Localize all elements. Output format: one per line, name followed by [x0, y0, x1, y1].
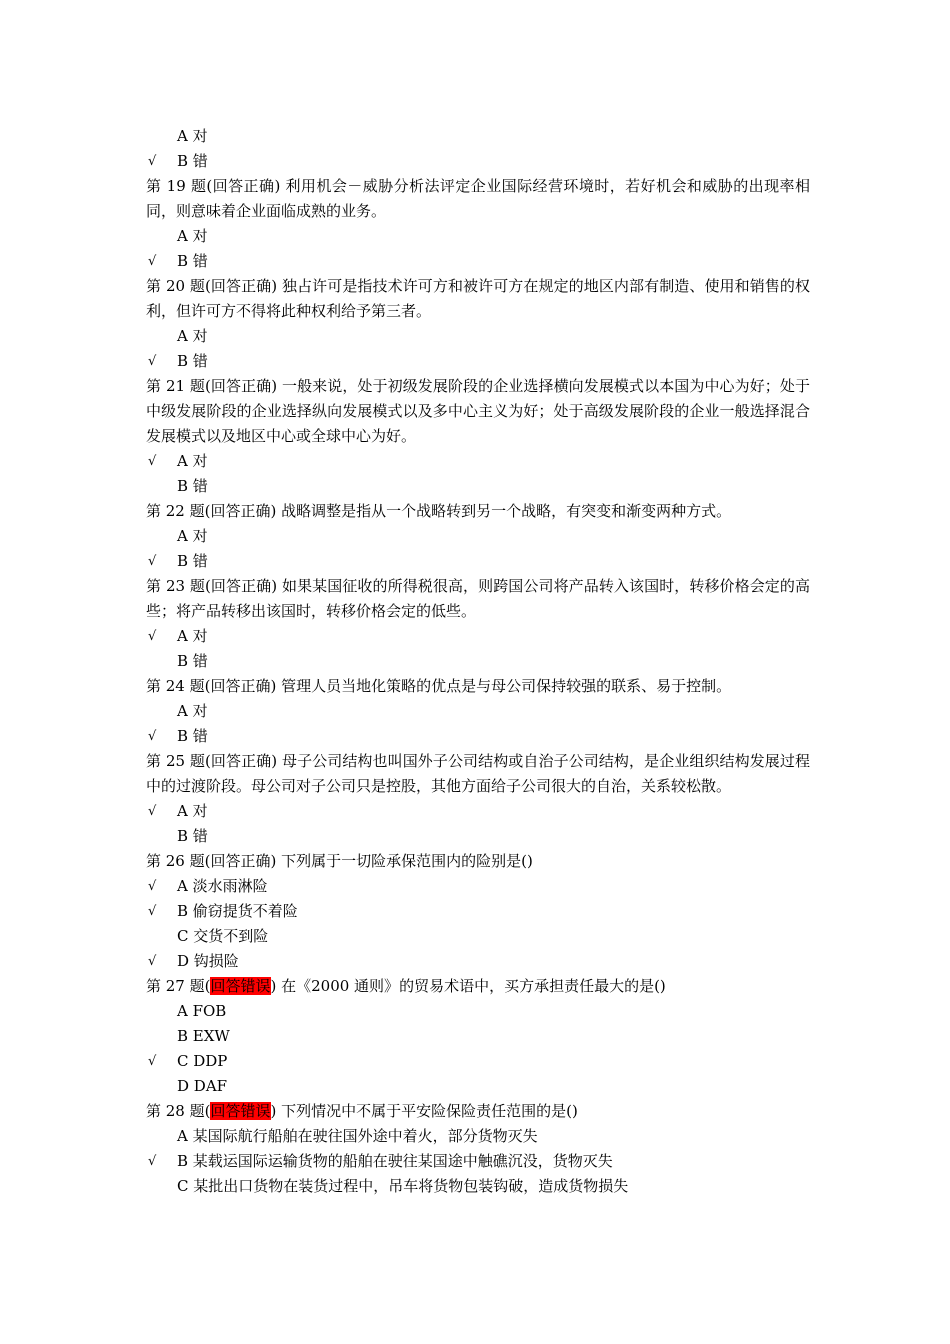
option-text: B 偷窃提货不着险: [177, 902, 298, 920]
quiz-document: [146, 124, 810, 1199]
check-mark-icon: √: [148, 154, 157, 169]
answer-option: [146, 924, 810, 949]
answer-option: [146, 224, 810, 249]
check-mark-icon: √: [148, 629, 157, 644]
option-text: A 对: [177, 327, 208, 345]
question-text: [146, 574, 810, 624]
check-mark-icon: √: [148, 454, 157, 469]
answer-status-badge: 回答正确: [212, 177, 275, 195]
option-text: A 对: [177, 702, 208, 720]
option-text: B 错: [177, 477, 208, 495]
question-body: ) 母子公司结构也叫国外子公司结构或自治子公司结构，是企业组织结构发展过程中的过渡阶段。母公司对子公司只是控股，其他方面给子公司很大的自治，关系较松散。: [146, 752, 810, 795]
option-text: A 某国际航行船舶在驶往国外途中着火，部分货物灭失: [177, 1127, 538, 1145]
question-text: [146, 274, 810, 324]
check-mark-icon: √: [148, 1154, 157, 1169]
option-text: C DDP: [177, 1052, 228, 1070]
answer-option: [146, 1124, 810, 1149]
check-mark-icon: √: [148, 729, 157, 744]
answer-option: [146, 124, 810, 149]
answer-option: [146, 349, 810, 374]
option-text: B 错: [177, 652, 208, 670]
question-text: [146, 374, 810, 449]
question-number: 第 21 题(: [146, 377, 211, 395]
question-body: ) 一般来说，处于初级发展阶段的企业选择横向发展模式以本国为中心为好；处于中级发展阶段的企业选择纵向发展模式以及多中心主义为好；处于高级发展阶段的企业一般选择混合发展模式以及地区中心或全球中心为好。: [146, 377, 810, 445]
answer-option: [146, 324, 810, 349]
question-text: [146, 849, 810, 874]
answer-status-badge: 回答正确: [210, 677, 271, 695]
answer-option: [146, 799, 810, 824]
option-text: B 错: [177, 252, 208, 270]
question-body: ) 下列属于一切险承保范围内的险别是(): [270, 852, 533, 870]
question-number: 第 27 题(: [146, 977, 211, 995]
answer-option: [146, 999, 810, 1024]
option-text: D DAF: [177, 1077, 228, 1095]
question-body: ) 在《2000 通则》的贸易术语中，买方承担责任最大的是(): [270, 977, 666, 995]
question-number: 第 22 题(: [146, 502, 211, 520]
option-text: B 某载运国际运输货物的船舶在驶往某国途中触礁沉没，货物灭失: [177, 1152, 613, 1170]
question-number: 第 24 题(: [146, 677, 211, 695]
option-text: B 错: [177, 727, 208, 745]
answer-option: [146, 874, 810, 899]
check-mark-icon: √: [148, 804, 157, 819]
option-text: C 交货不到险: [177, 927, 269, 945]
question-number: 第 26 题(: [146, 852, 211, 870]
question-text: [146, 974, 810, 999]
question-number: 第 19 题(: [146, 177, 213, 195]
answer-option: [146, 899, 810, 924]
answer-option: [146, 1049, 810, 1074]
option-text: B 错: [177, 827, 208, 845]
check-mark-icon: √: [148, 954, 157, 969]
check-mark-icon: √: [148, 1054, 157, 1069]
question-number: 第 28 题(: [146, 1102, 211, 1120]
question-body: ) 下列情况中不属于平安险保险责任范围的是(): [270, 1102, 578, 1120]
answer-option: [146, 1174, 810, 1199]
question-text: [146, 674, 810, 699]
answer-option: [146, 249, 810, 274]
option-text: C 某批出口货物在装货过程中，吊车将货物包装钩破，造成货物损失: [177, 1177, 629, 1195]
answer-option: [146, 824, 810, 849]
option-text: B 错: [177, 152, 208, 170]
answer-status-badge: 回答错误: [210, 977, 271, 995]
question-number: 第 25 题(: [146, 752, 211, 770]
answer-option: [146, 149, 810, 174]
question-body: ) 独占许可是指技术许可方和被许可方在规定的地区内部有制造、使用和销售的权利，但许可方不得将此种权利给予第三者。: [146, 277, 810, 320]
check-mark-icon: √: [148, 904, 157, 919]
check-mark-icon: √: [148, 354, 157, 369]
check-mark-icon: √: [148, 879, 157, 894]
question-body: ) 如果某国征收的所得税很高，则跨国公司将产品转入该国时，转移价格会定的高些；将产品转移出该国时，转移价格会定的低些。: [146, 577, 810, 620]
question-body: ) 管理人员当地化策略的优点是与母公司保持较强的联系、易于控制。: [270, 677, 732, 695]
answer-option: [146, 1024, 810, 1049]
answer-option: [146, 649, 810, 674]
answer-option: [146, 524, 810, 549]
answer-option: [146, 699, 810, 724]
option-text: A 对: [177, 452, 208, 470]
question-number: 第 20 题(: [146, 277, 211, 295]
answer-option: [146, 449, 810, 474]
answer-option: [146, 1074, 810, 1099]
question-text: [146, 749, 810, 799]
answer-status-badge: 回答错误: [210, 1102, 271, 1120]
answer-option: [146, 724, 810, 749]
option-text: A 对: [177, 227, 208, 245]
question-body: ) 战略调整是指从一个战略转到另一个战略，有突变和渐变两种方式。: [270, 502, 732, 520]
question-body: ) 利用机会－威胁分析法评定企业国际经营环境时，若好机会和威胁的出现率相同，则意味着企业面临成熟的业务。: [146, 177, 810, 220]
question-text: [146, 499, 810, 524]
answer-status-badge: 回答正确: [210, 502, 271, 520]
option-text: A 对: [177, 127, 208, 145]
answer-option: [146, 549, 810, 574]
answer-status-badge: 回答正确: [210, 752, 272, 770]
option-text: A 对: [177, 627, 208, 645]
question-number: 第 23 题(: [146, 577, 211, 595]
answer-status-badge: 回答正确: [210, 377, 272, 395]
answer-option: [146, 474, 810, 499]
answer-option: [146, 949, 810, 974]
option-text: A FOB: [177, 1002, 227, 1020]
answer-status-badge: 回答正确: [210, 577, 272, 595]
question-text: [146, 174, 810, 224]
question-text: [146, 1099, 810, 1124]
option-text: B EXW: [177, 1027, 230, 1045]
option-text: D 钩损险: [177, 952, 239, 970]
answer-option: [146, 1149, 810, 1174]
option-text: B 错: [177, 352, 208, 370]
option-text: A 对: [177, 802, 208, 820]
option-text: B 错: [177, 552, 208, 570]
check-mark-icon: √: [148, 254, 157, 269]
answer-status-badge: 回答正确: [210, 852, 271, 870]
answer-option: [146, 624, 810, 649]
option-text: A 对: [177, 527, 208, 545]
answer-status-badge: 回答正确: [210, 277, 272, 295]
option-text: A 淡水雨淋险: [177, 877, 268, 895]
check-mark-icon: √: [148, 554, 157, 569]
